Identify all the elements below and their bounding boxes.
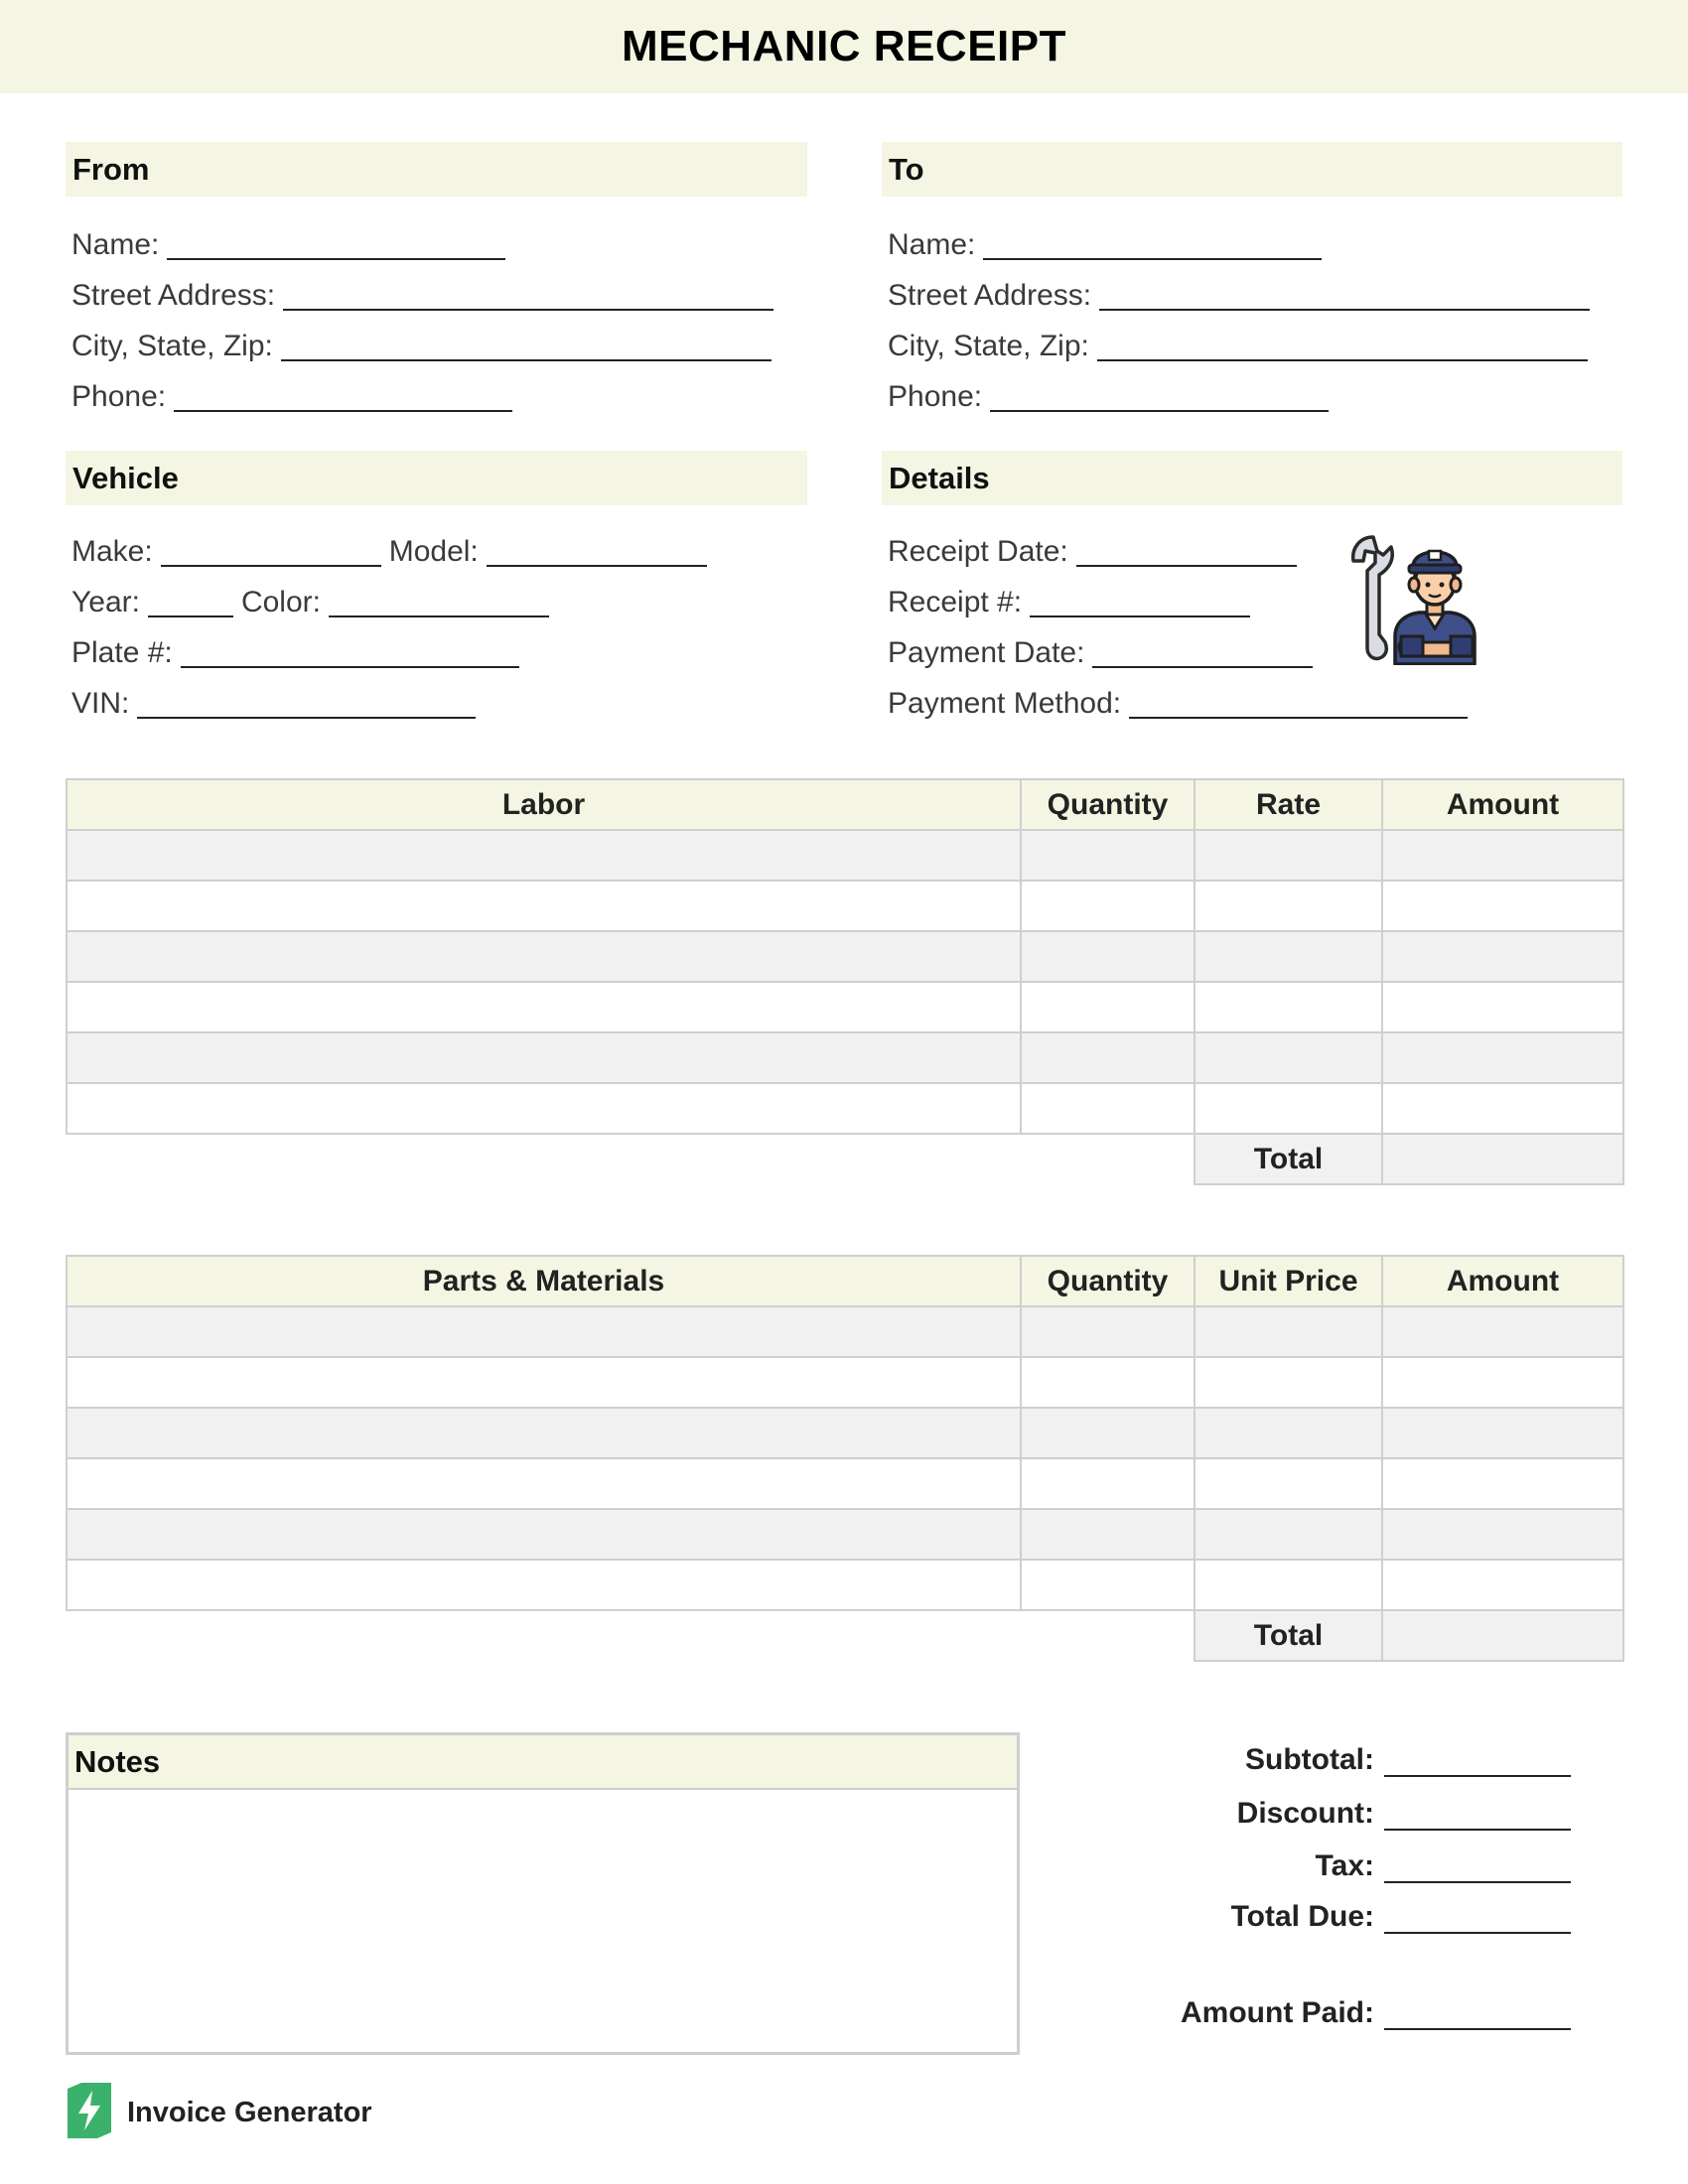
- payment-date-line[interactable]: [1092, 666, 1313, 668]
- subtotal-row[interactable]: [1245, 1741, 1571, 1781]
- from-street-label: Street Address:: [71, 279, 276, 312]
- table-cell[interactable]: [1382, 1306, 1623, 1357]
- table-cell[interactable]: [1382, 931, 1623, 982]
- vehicle-plate-line[interactable]: [181, 666, 519, 668]
- table-cell[interactable]: [1195, 1509, 1382, 1560]
- payment-date-field[interactable]: [888, 632, 1313, 672]
- table-cell[interactable]: [1021, 1560, 1195, 1610]
- from-street-line[interactable]: [283, 309, 774, 311]
- to-phone-label: Phone:: [888, 380, 983, 413]
- table-cell[interactable]: [67, 1458, 1021, 1509]
- vehicle-model-line[interactable]: [487, 565, 707, 567]
- table-cell[interactable]: [67, 1509, 1021, 1560]
- total-due-label: Total Due:: [1230, 1900, 1374, 1933]
- table-cell[interactable]: [1021, 1509, 1195, 1560]
- payment-method-line[interactable]: [1129, 717, 1468, 719]
- lightning-bolt-icon: [68, 2083, 111, 2143]
- vehicle-vin-line[interactable]: [137, 717, 476, 719]
- table-cell[interactable]: [1021, 1357, 1195, 1408]
- vehicle-model-label: Model:: [388, 535, 479, 568]
- labor-col-rate: Rate: [1195, 779, 1382, 830]
- to-heading: To: [882, 142, 1622, 197]
- table-cell[interactable]: [1195, 881, 1382, 931]
- table-cell[interactable]: [1195, 1458, 1382, 1509]
- table-cell[interactable]: [1021, 982, 1195, 1032]
- labor-col-amount: Amount: [1382, 779, 1623, 830]
- from-city-field[interactable]: [71, 326, 772, 365]
- to-city-field[interactable]: [888, 326, 1588, 365]
- to-name-label: Name:: [888, 228, 976, 261]
- to-phone-field[interactable]: [888, 376, 1329, 416]
- parts-total-label: Total: [1195, 1610, 1382, 1661]
- to-name-field[interactable]: [888, 224, 1322, 264]
- table-cell[interactable]: [1382, 1083, 1623, 1134]
- amount-paid-label: Amount Paid:: [1181, 1996, 1374, 2029]
- subtotal-label: Subtotal:: [1245, 1743, 1374, 1776]
- table-row: [67, 1083, 1623, 1134]
- table-cell[interactable]: [1195, 1032, 1382, 1083]
- to-street-label: Street Address:: [888, 279, 1092, 312]
- parts-table: [66, 1255, 1624, 1662]
- parts-col-quantity: Quantity: [1021, 1256, 1195, 1306]
- discount-row[interactable]: [1237, 1795, 1571, 1835]
- vehicle-plate-field[interactable]: [71, 632, 519, 672]
- table-cell[interactable]: [1021, 881, 1195, 931]
- table-row: [67, 1560, 1623, 1610]
- table-cell[interactable]: [1021, 1306, 1195, 1357]
- from-phone-field[interactable]: [71, 376, 512, 416]
- notes-heading: Notes: [69, 1735, 1017, 1790]
- table-row: [67, 1509, 1623, 1560]
- labor-col-quantity: Quantity: [1021, 779, 1195, 830]
- labor-header-row: [67, 779, 1623, 830]
- vehicle-color-label: Color:: [240, 586, 321, 618]
- table-cell[interactable]: [1382, 982, 1623, 1032]
- vehicle-year-label: Year:: [71, 586, 140, 618]
- vehicle-year-color-field[interactable]: [71, 582, 549, 621]
- table-cell[interactable]: [1195, 1408, 1382, 1458]
- payment-method-field[interactable]: [888, 683, 1468, 723]
- vehicle-color-line[interactable]: [329, 615, 549, 617]
- table-row: [67, 830, 1623, 881]
- table-cell[interactable]: [67, 1032, 1021, 1083]
- spacer: [67, 1610, 1195, 1661]
- table-cell[interactable]: [1195, 1306, 1382, 1357]
- spacer: [67, 1134, 1195, 1184]
- vehicle-make-line[interactable]: [161, 565, 381, 567]
- labor-total-value[interactable]: [1382, 1134, 1623, 1184]
- from-phone-label: Phone:: [71, 380, 167, 413]
- from-city-label: City, State, Zip:: [71, 330, 273, 362]
- table-cell[interactable]: [1382, 1408, 1623, 1458]
- table-cell[interactable]: [1382, 1357, 1623, 1408]
- labor-col-description: Labor: [67, 779, 1021, 830]
- table-cell[interactable]: [1021, 1032, 1195, 1083]
- table-cell[interactable]: [67, 1306, 1021, 1357]
- table-cell[interactable]: [67, 982, 1021, 1032]
- vehicle-heading: Vehicle: [66, 451, 807, 505]
- table-cell[interactable]: [1382, 830, 1623, 881]
- parts-col-unit-price: Unit Price: [1195, 1256, 1382, 1306]
- tax-row[interactable]: [1316, 1847, 1571, 1887]
- table-cell[interactable]: [67, 1560, 1021, 1610]
- parts-col-description: Parts & Materials: [67, 1256, 1021, 1306]
- parts-total-row: [67, 1610, 1623, 1661]
- to-name-line[interactable]: [983, 258, 1322, 260]
- table-cell[interactable]: [1021, 830, 1195, 881]
- table-cell[interactable]: [67, 931, 1021, 982]
- table-cell[interactable]: [1021, 931, 1195, 982]
- table-cell[interactable]: [67, 1357, 1021, 1408]
- brand-name: Invoice Generator: [127, 2097, 372, 2128]
- table-row: [67, 1357, 1623, 1408]
- amount-paid-line[interactable]: [1384, 2028, 1571, 2030]
- table-cell[interactable]: [1021, 1408, 1195, 1458]
- table-row: [67, 881, 1623, 931]
- table-cell[interactable]: [1021, 1083, 1195, 1134]
- tax-label: Tax:: [1315, 1849, 1374, 1882]
- payment-date-label: Payment Date:: [888, 636, 1085, 669]
- table-cell[interactable]: [67, 1408, 1021, 1458]
- receipt-number-label: Receipt #:: [888, 586, 1023, 618]
- subtotal-line[interactable]: [1384, 1775, 1571, 1777]
- brand-footer[interactable]: [68, 2083, 372, 2143]
- labor-total-label: Total: [1195, 1134, 1382, 1184]
- payment-method-label: Payment Method:: [888, 687, 1122, 720]
- receipt-date-field[interactable]: [888, 531, 1297, 571]
- from-heading: From: [66, 142, 807, 197]
- vehicle-vin-label: VIN:: [71, 687, 130, 720]
- table-cell[interactable]: [1382, 1032, 1623, 1083]
- from-street-field[interactable]: [71, 275, 774, 315]
- table-cell[interactable]: [1382, 881, 1623, 931]
- from-name-line[interactable]: [167, 258, 505, 260]
- table-cell[interactable]: [1195, 1560, 1382, 1610]
- table-row: [67, 1408, 1623, 1458]
- discount-line[interactable]: [1384, 1829, 1571, 1831]
- table-cell[interactable]: [1382, 1509, 1623, 1560]
- table-row: [67, 1032, 1623, 1083]
- table-row: [67, 1306, 1623, 1357]
- to-street-line[interactable]: [1099, 309, 1590, 311]
- to-city-label: City, State, Zip:: [888, 330, 1089, 362]
- parts-total-value[interactable]: [1382, 1610, 1623, 1661]
- table-cell[interactable]: [1195, 1357, 1382, 1408]
- to-street-field[interactable]: [888, 275, 1590, 315]
- table-row: [67, 982, 1623, 1032]
- table-cell[interactable]: [67, 1083, 1021, 1134]
- notes-box[interactable]: [66, 1732, 1020, 2055]
- labor-table: [66, 778, 1624, 1185]
- receipt-date-line[interactable]: [1076, 565, 1297, 567]
- vehicle-vin-field[interactable]: [71, 683, 476, 723]
- mechanic-with-wrench-icon: [1345, 531, 1484, 665]
- table-cell[interactable]: [1021, 1458, 1195, 1509]
- vehicle-make-model-field[interactable]: [71, 531, 707, 571]
- from-city-line[interactable]: [281, 359, 772, 361]
- from-name-field[interactable]: [71, 224, 505, 264]
- table-cell[interactable]: [1195, 982, 1382, 1032]
- receipt-number-line[interactable]: [1030, 615, 1250, 617]
- page-title: MECHANIC RECEIPT: [621, 22, 1067, 70]
- from-phone-line[interactable]: [174, 410, 512, 412]
- table-row: [67, 1458, 1623, 1509]
- vehicle-plate-label: Plate #:: [71, 636, 173, 669]
- table-cell[interactable]: [1382, 1560, 1623, 1610]
- discount-label: Discount:: [1236, 1797, 1374, 1830]
- receipt-date-label: Receipt Date:: [888, 535, 1068, 568]
- total-due-line[interactable]: [1384, 1932, 1571, 1934]
- details-heading: Details: [882, 451, 1622, 505]
- parts-header-row: [67, 1256, 1623, 1306]
- table-cell[interactable]: [67, 881, 1021, 931]
- table-cell[interactable]: [1195, 931, 1382, 982]
- table-row: [67, 931, 1623, 982]
- table-cell[interactable]: [1195, 1083, 1382, 1134]
- to-phone-line[interactable]: [990, 410, 1329, 412]
- total-due-row[interactable]: [1231, 1898, 1571, 1938]
- vehicle-year-line[interactable]: [148, 615, 233, 617]
- table-cell[interactable]: [1382, 1458, 1623, 1509]
- receipt-number-field[interactable]: [888, 582, 1250, 621]
- tax-line[interactable]: [1384, 1881, 1571, 1883]
- labor-total-row: [67, 1134, 1623, 1184]
- amount-paid-row[interactable]: [1181, 1994, 1571, 2034]
- table-cell[interactable]: [1195, 830, 1382, 881]
- from-name-label: Name:: [71, 228, 160, 261]
- vehicle-make-label: Make:: [71, 535, 153, 568]
- parts-col-amount: Amount: [1382, 1256, 1623, 1306]
- to-city-line[interactable]: [1097, 359, 1588, 361]
- table-cell[interactable]: [67, 830, 1021, 881]
